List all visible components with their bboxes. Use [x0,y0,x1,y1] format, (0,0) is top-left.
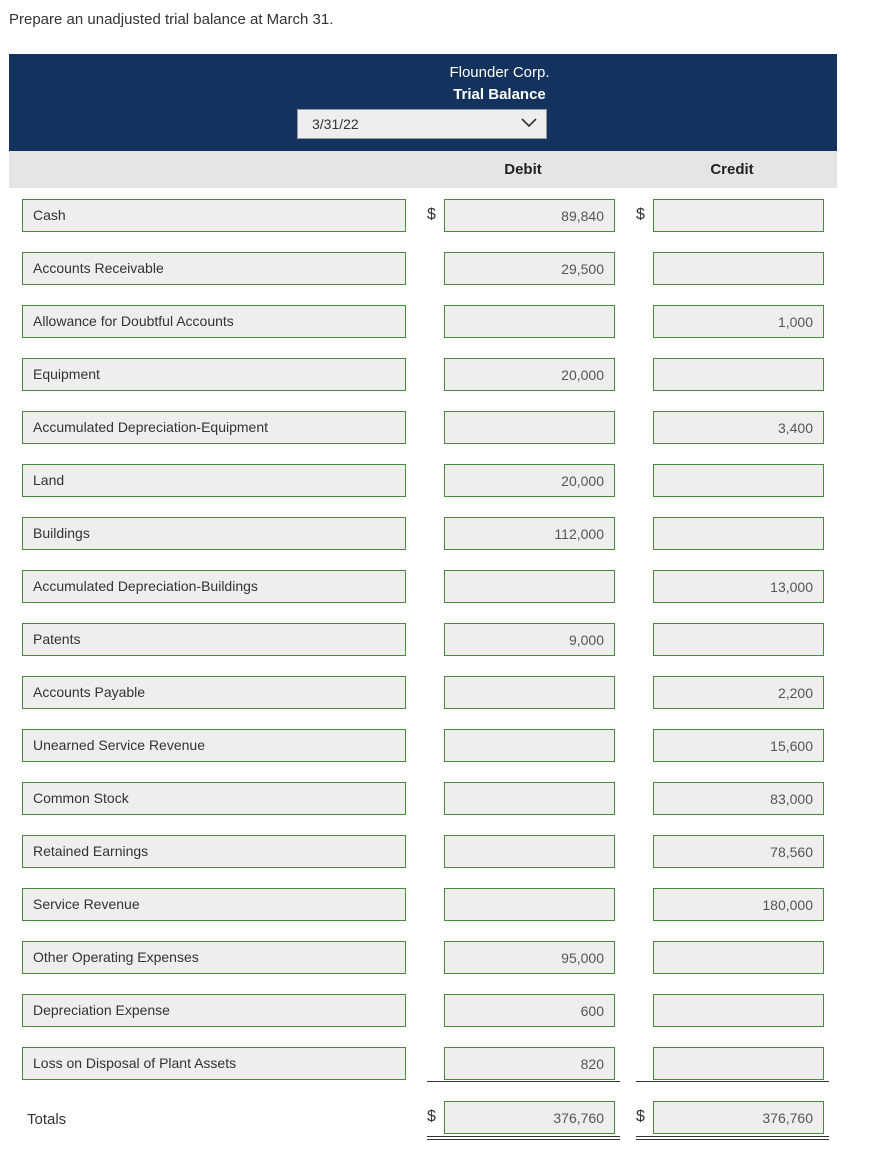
debit-total-double-line [427,1136,620,1140]
date-select-value: 3/31/22 [312,116,359,132]
account-name-field[interactable]: Retained Earnings [22,835,406,868]
debit-amount-field[interactable]: 9,000 [444,623,615,656]
credit-amount-field[interactable]: 3,400 [653,411,824,444]
statement-title: Trial Balance [453,86,546,103]
credit-amount-field[interactable] [653,252,824,285]
debit-amount-field[interactable]: 20,000 [444,464,615,497]
debit-amount-field[interactable]: 95,000 [444,941,615,974]
debit-currency-symbol: $ [427,206,436,223]
chevron-down-icon [520,116,538,130]
debit-amount-field[interactable] [444,729,615,762]
totals-label: Totals [27,1111,67,1128]
table-row [0,782,874,815]
totals-debit-field[interactable]: 376,760 [444,1101,615,1134]
credit-column-header: Credit [710,161,754,178]
debit-amount-field[interactable]: 89,840 [444,199,615,232]
credit-amount-field[interactable]: 15,600 [653,729,824,762]
credit-total-double-line [636,1136,829,1140]
totals-row [0,1101,874,1134]
credit-amount-field[interactable]: 78,560 [653,835,824,868]
account-name-field[interactable]: Cash [22,199,406,232]
debit-amount-field[interactable]: 820 [444,1047,615,1080]
account-name-field[interactable]: Other Operating Expenses [22,941,406,974]
table-row [0,199,874,232]
company-name: Flounder Corp. [449,64,550,81]
table-row [0,729,874,762]
table-row [0,1047,874,1080]
debit-amount-field[interactable] [444,570,615,603]
account-name-field[interactable]: Unearned Service Revenue [22,729,406,762]
account-name-field[interactable]: Common Stock [22,782,406,815]
totals-credit-currency: $ [636,1108,645,1125]
debit-column-header: Debit [504,161,542,178]
table-row [0,888,874,921]
debit-amount-field[interactable]: 112,000 [444,517,615,550]
account-name-field[interactable]: Allowance for Doubtful Accounts [22,305,406,338]
account-name-field[interactable]: Land [22,464,406,497]
credit-amount-field[interactable] [653,994,824,1027]
debit-amount-field[interactable] [444,411,615,444]
credit-amount-field[interactable] [653,517,824,550]
credit-amount-field[interactable] [653,358,824,391]
debit-amount-field[interactable] [444,888,615,921]
table-row [0,676,874,709]
credit-amount-field[interactable] [653,623,824,656]
table-row [0,517,874,550]
table-row [0,623,874,656]
debit-amount-field[interactable] [444,676,615,709]
table-row [0,570,874,603]
credit-amount-field[interactable]: 2,200 [653,676,824,709]
table-row [0,358,874,391]
debit-amount-field[interactable] [444,835,615,868]
account-name-field[interactable]: Accumulated Depreciation-Buildings [22,570,406,603]
account-name-field[interactable]: Loss on Disposal of Plant Assets [22,1047,406,1080]
credit-amount-field[interactable] [653,464,824,497]
totals-debit-currency: $ [427,1108,436,1125]
table-row [0,994,874,1027]
credit-amount-field[interactable]: 180,000 [653,888,824,921]
debit-amount-field[interactable] [444,305,615,338]
credit-amount-field[interactable] [653,941,824,974]
account-name-field[interactable]: Accounts Receivable [22,252,406,285]
credit-amount-field[interactable] [653,1047,824,1080]
debit-amount-field[interactable] [444,782,615,815]
statement-header [9,54,837,151]
date-select[interactable] [297,109,547,139]
table-row [0,835,874,868]
table-row [0,305,874,338]
instructions-text: Prepare an unadjusted trial balance at March 31. [9,11,334,28]
totals-credit-field[interactable]: 376,760 [653,1101,824,1134]
account-name-field[interactable]: Equipment [22,358,406,391]
debit-amount-field[interactable]: 29,500 [444,252,615,285]
account-name-field[interactable]: Service Revenue [22,888,406,921]
account-name-field[interactable]: Depreciation Expense [22,994,406,1027]
debit-amount-field[interactable]: 20,000 [444,358,615,391]
credit-currency-symbol: $ [636,206,645,223]
debit-amount-field[interactable]: 600 [444,994,615,1027]
credit-amount-field[interactable]: 1,000 [653,305,824,338]
account-name-field[interactable]: Accumulated Depreciation-Equipment [22,411,406,444]
account-name-field[interactable]: Accounts Payable [22,676,406,709]
column-headers [9,151,837,188]
credit-amount-field[interactable]: 13,000 [653,570,824,603]
table-row [0,411,874,444]
credit-sum-line [636,1081,829,1082]
credit-amount-field[interactable]: 83,000 [653,782,824,815]
account-name-field[interactable]: Patents [22,623,406,656]
credit-amount-field[interactable] [653,199,824,232]
table-row [0,252,874,285]
table-row [0,464,874,497]
account-name-field[interactable]: Buildings [22,517,406,550]
debit-sum-line [427,1081,620,1082]
table-row [0,941,874,974]
